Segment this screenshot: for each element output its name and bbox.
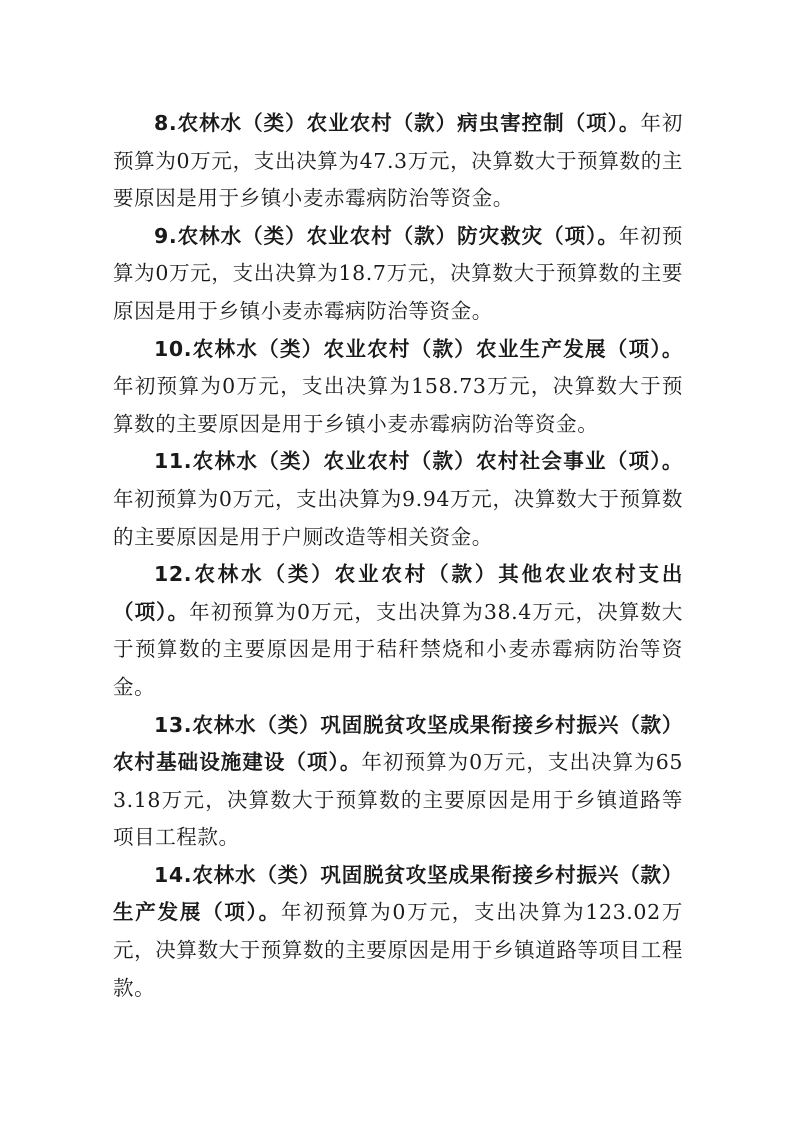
paragraph-item-11	[113, 443, 683, 556]
paragraph-item-9	[113, 218, 683, 331]
item-body: 年初预算为0万元，支出决算为653.18万元，决算数大于预算数的主要原因是用于乡镇道路等项目工程款。	[113, 750, 683, 850]
item-heading: 12.农林水（类）农业农村（款）其他农业农村支出（项）。	[113, 562, 683, 624]
document-page	[113, 105, 683, 1007]
paragraph-item-8	[113, 105, 683, 218]
item-body: 年初预算为0万元，支出决算为123.02万元，决算数大于预算数的主要原因是用于乡镇道路等项目工程款。	[113, 900, 683, 1000]
item-body: 年初预算为0万元，支出决算为9.94万元，决算数大于预算数的主要原因是用于户厕改造等相关资金。	[113, 486, 683, 549]
item-heading: 11.农林水（类）农业农村（款）农村社会事业（项）。	[154, 449, 683, 474]
paragraph-item-13	[113, 707, 683, 857]
paragraph-item-12	[113, 556, 683, 706]
item-body: 年初预算为0万元，支出决算为158.73万元，决算数大于预算数的主要原因是用于乡镇小麦赤霉病防治等资金。	[113, 374, 683, 436]
item-heading: 10.农林水（类）农业农村（款）农业生产发展（项）。	[154, 336, 683, 361]
item-heading: 8.农林水（类）农业农村（款）病虫害控制（项）。	[154, 111, 641, 135]
item-heading: 9.农林水（类）农业农村（款）防灾救灾（项）。	[154, 223, 619, 248]
paragraph-item-10	[113, 331, 683, 444]
item-heading: 13.农林水（类）巩固脱贫攻坚成果衔接乡村振兴（款）农村基础设施建设（项）。	[113, 712, 683, 775]
paragraph-item-14	[113, 857, 683, 1007]
item-body: 年初预算为0万元，支出决算为18.7万元，决算数大于预算数的主要原因是用于乡镇小麦赤霉病防治等资金。	[113, 223, 683, 323]
item-body: 年初预算为0万元，支出决算为47.3万元，决算数大于预算数的主要原因是用于乡镇小麦赤霉病防治等资金。	[113, 111, 684, 211]
item-body: 年初预算为0万元，支出决算为38.4万元，决算数大于预算数的主要原因是用于秸秆禁烧和小麦赤霉病防治等资金。	[113, 599, 684, 699]
item-heading: 14.农林水（类）巩固脱贫攻坚成果衔接乡村振兴（款）生产发展（项）。	[113, 862, 683, 925]
